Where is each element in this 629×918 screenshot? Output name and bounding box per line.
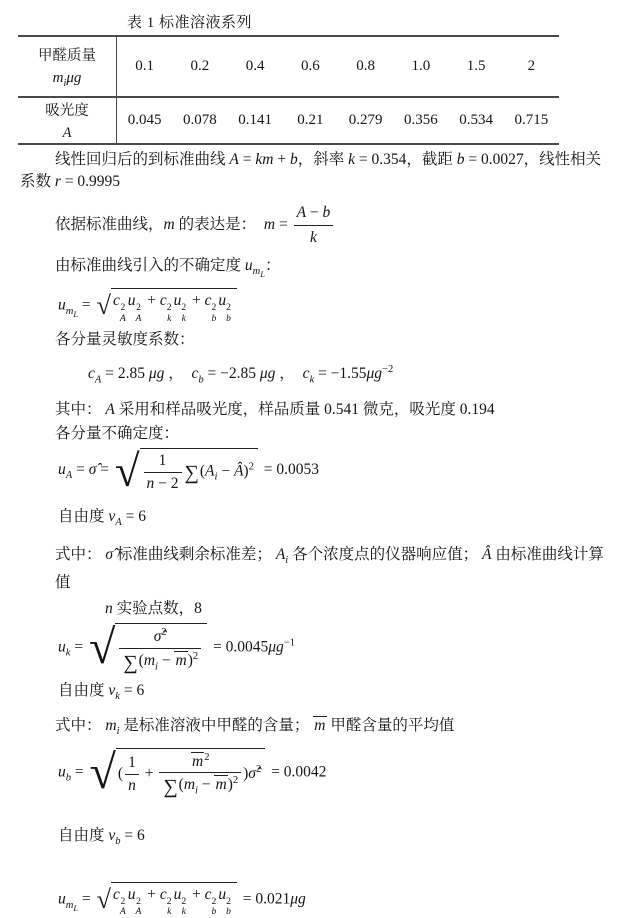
formula-dof-b: 自由度 $\nu_b = 6$ xyxy=(58,826,145,847)
formula-dof-k: 自由度 $\nu_k = 6$ xyxy=(58,682,145,703)
absorbance-cell: 0.279 xyxy=(348,112,383,128)
document-page xyxy=(0,11,629,918)
table-data-row xyxy=(18,98,559,143)
absorbance-cell: 0.045 xyxy=(127,112,162,128)
mass-cell: 0.4 xyxy=(245,58,265,74)
absorbance-cell: 0.141 xyxy=(238,112,272,128)
table-header-row xyxy=(18,37,559,98)
absorbance-cell: 0.078 xyxy=(183,112,217,128)
absorbance-cell: 0.715 xyxy=(514,112,549,128)
mass-cell: 0.1 xyxy=(135,58,154,74)
table-header-label xyxy=(18,37,117,96)
absorbance-row-label: 吸光度 A xyxy=(18,98,117,143)
paragraph-n-points: n 实验点数，8 xyxy=(105,600,202,618)
paragraph-regression-line1: 线性回归后的到标准曲线 A = km + b，斜率 k = 0.354，截距 b = 0.0027，线性相关 xyxy=(55,151,602,168)
paragraph-uncertainty-intro: 由标准曲线引入的不确定度 $u_{m_L}$： xyxy=(55,257,281,280)
paragraph-sensitivity-coefficients: 各分量灵敏度系数： xyxy=(55,331,195,349)
mass-cell: 1.5 xyxy=(466,58,486,74)
formula-coefficients: $c_A = 2.85$ μg ， $c_b = -2.85$ μg ， $c_k = -1.55\mu g^{-2}$ xyxy=(88,364,394,386)
paragraph-regression-line2: 系数 r = 0.9995 xyxy=(20,173,121,190)
formula-uA: $u_A$ = σ̂ = √ $\frac{1}{n - 2}$ $\sum(A_i$ − Â)$^2$ = 0.0053 xyxy=(58,445,319,496)
paragraph-m-expression: 依据标准曲线，m 的表达是： m = $\frac{A - b}{k}$ xyxy=(20,202,614,249)
mass-values-row xyxy=(117,37,559,96)
paragraph-component-uncertainty: 各分量不确定度： xyxy=(55,425,180,443)
paragraph-symbol-definitions-1: 式中： σ̂ 标准曲线剩余标准差； $A_i$ 各个浓度点的仪器响应值； Â 由标准曲线计算值 xyxy=(55,546,604,592)
absorbance-values-row xyxy=(117,98,559,143)
mass-cell: 0.8 xyxy=(356,58,375,74)
absorbance-cell: 0.356 xyxy=(404,112,438,128)
formula-uml-sqrt: $u_{m_L}$ = √ c 2 A u 2 A + c 2 k u 2 k + c 2 b u 2 b xyxy=(58,288,614,324)
formula-uk: $u_k$ = √ $\frac{\sigmâ^2}{\sum(m_i - m)^2}$ = $0.0045\mu g^{-1}$ xyxy=(58,621,295,675)
mass-cell: 0.6 xyxy=(301,58,320,74)
standard-solution-table xyxy=(18,35,559,145)
header-label-cn: 甲醛质量 xyxy=(38,48,96,64)
paragraph-symbol-definitions-2: 式中： $m_i$ 是标准溶液中甲醛的含量； m 甲醛含量的平均值 xyxy=(55,716,455,737)
mass-cell: 0.2 xyxy=(190,58,210,74)
absorbance-cell: 0.21 xyxy=(297,112,324,128)
header-label-math: $m_i\mu g$ xyxy=(52,70,82,89)
mass-cell: 2 xyxy=(527,58,536,74)
table-title: 表 1 标准溶液系列 xyxy=(127,15,253,31)
paragraph-sample-values: 其中： A 采用和样品吸光度，样品质量 0.541 微克，吸光度 0.194 xyxy=(55,401,495,419)
formula-ub: $u_b$ = √ ( $\frac{1}{n}$ + $\frac{m^2}{\sum(m_i - m)^2}$ )σ̂$^2$ = 0.0042 xyxy=(58,745,327,799)
absorbance-cell: 0.534 xyxy=(459,112,493,128)
formula-uml-result: $u_{m_L}$ = √ c 2 A u 2 A + c 2 k u 2 k + c 2 b u 2 b = 0.021μg xyxy=(58,882,614,918)
formula-dof-A: 自由度 $\nu_A = 6$ xyxy=(58,508,146,529)
mass-cell: 1.0 xyxy=(411,58,431,74)
